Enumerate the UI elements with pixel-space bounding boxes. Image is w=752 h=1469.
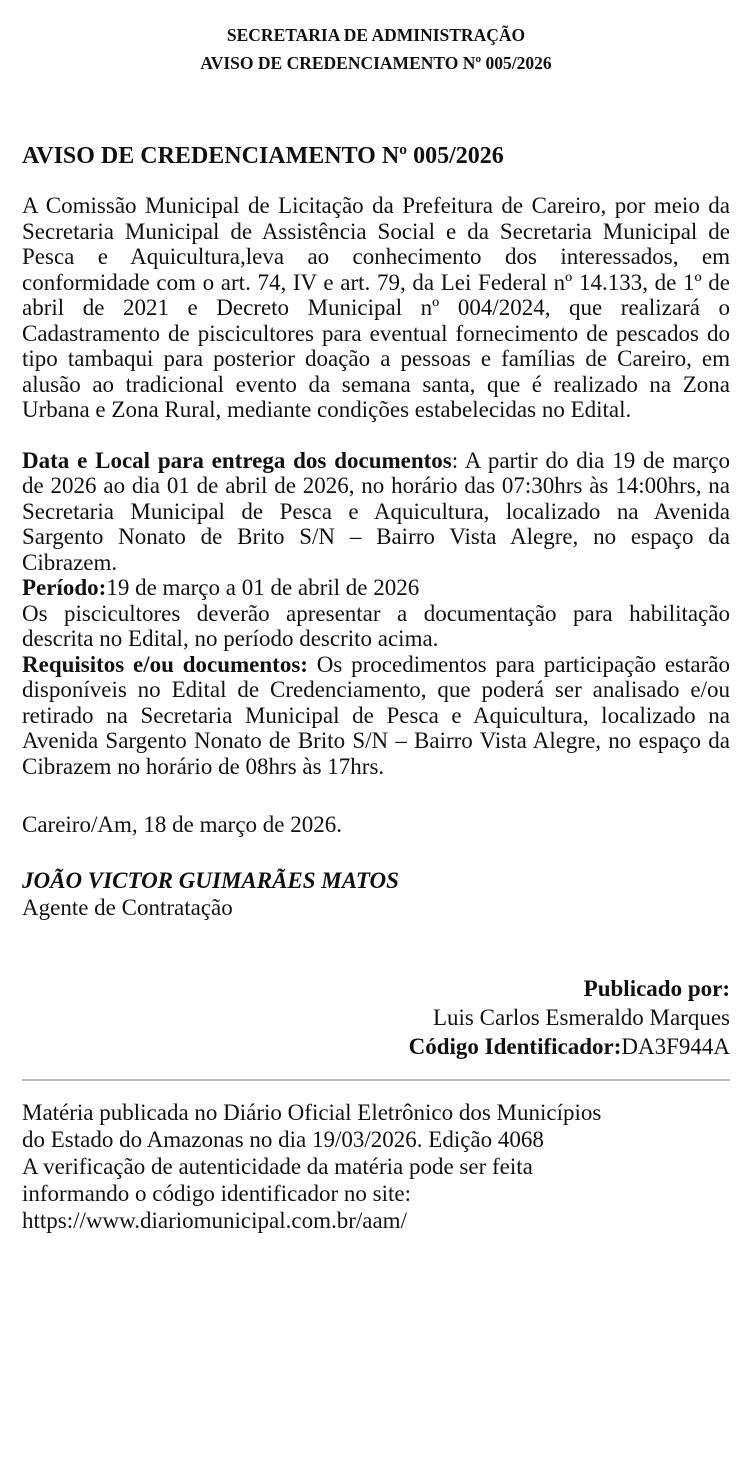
- footer-note: [22, 1099, 730, 1234]
- footer-line-4: informando o código identificador no site:: [22, 1180, 411, 1206]
- header-department: SECRETARIA DE ADMINISTRAÇÃO: [226, 25, 526, 45]
- signatory-name: JOÃO VICTOR GUIMARÃES MATOS: [22, 867, 399, 893]
- requirements-text: Os procedimentos para participação estarão disponíveis no Edital de Credenciamento, que poderá ser analisado e/ou retirado na Secretaria Municipal de Pesca e Aquicultura, localizado na Avenida Sargento Nonato de Brito S/N – Bairro Vista Alegre, no espaço da Cibrazem no horário de 08hrs às 17hrs.: [22, 651, 730, 779]
- place-date: Careiro/Am, 18 de março de 2026.: [22, 812, 342, 837]
- identifier-label: Código Identificador:: [408, 1033, 622, 1059]
- footer-divider: [22, 1079, 730, 1081]
- footer-line-1: Matéria publicada no Diário Oficial Eletrônico dos Municípios: [22, 1099, 602, 1125]
- footer-line-3: A verificação de autenticidade da matéria pode ser feita: [22, 1153, 533, 1179]
- delivery-text: : A partir do dia 19 de março de 2026 ao dia 01 de abril de 2026, no horário das 07:30hrs às 14:00hrs, na Secretaria Municipal de Pesca e Aquicultura, localizado na Avenida Sargento Nonato de Brito S/N – Bairro Vista Alegre, no espaço da Cibrazem.: [22, 447, 730, 575]
- identifier-code: DA3F944A: [621, 1033, 730, 1059]
- requirements-paragraph: [22, 652, 730, 780]
- intro-paragraph: A Comissão Municipal de Licitação da Prefeitura de Careiro, por meio da Secretaria Municipal de Assistência Social e da Secretaria Municipal de Pesca e Aquicultura,leva ao conhecimento dos interessados, em conformidade com o art. 74, IV e art. 79, da Lei Federal nº 14.133, de 1º de abril de 2021 e Decreto Municipal nº 004/2024, que realizará o Cadastramento de piscicultores para eventual fornecimento de pescados do tipo tambaqui para posterior doação a pessoas e famílias de Careiro, em alusão ao tradicional evento da semana santa, que é realizado na Zona Urbana e Zona Rural, mediante condições estabelecidas no Edital.: [22, 193, 730, 422]
- footer-url[interactable]: https://www.diariomunicipal.com.br/aam/: [22, 1207, 407, 1233]
- notice-title: AVISO DE CREDENCIAMENTO Nº 005/2026: [22, 143, 504, 169]
- identifier-line: [22, 1032, 730, 1061]
- footer-line-2: do Estado do Amazonas no dia 19/03/2026. Edição 4068: [22, 1126, 544, 1152]
- presentation-paragraph: Os piscicultores deverão apresentar a documentação para habilitação descrita no Edital, no período descrito acima.: [22, 600, 730, 651]
- signatory-role: Agente de Contratação: [22, 894, 233, 920]
- period-label: Período:: [22, 575, 107, 600]
- publisher-name: Luis Carlos Esmeraldo Marques: [432, 1004, 730, 1030]
- period-text: 19 de março a 01 de abril de 2026: [106, 575, 420, 600]
- delivery-paragraph: [22, 448, 730, 576]
- delivery-label: Data e Local para entrega dos documentos: [22, 447, 452, 473]
- requirements-label: Requisitos e/ou documentos:: [22, 651, 308, 677]
- header-notice-number: AVISO DE CREDENCIAMENTO Nº 005/2026: [200, 53, 552, 73]
- period-paragraph: [22, 575, 730, 601]
- document-header: [22, 0, 730, 77]
- publication-block: [22, 974, 730, 1061]
- published-by-label: Publicado por:: [583, 975, 730, 1001]
